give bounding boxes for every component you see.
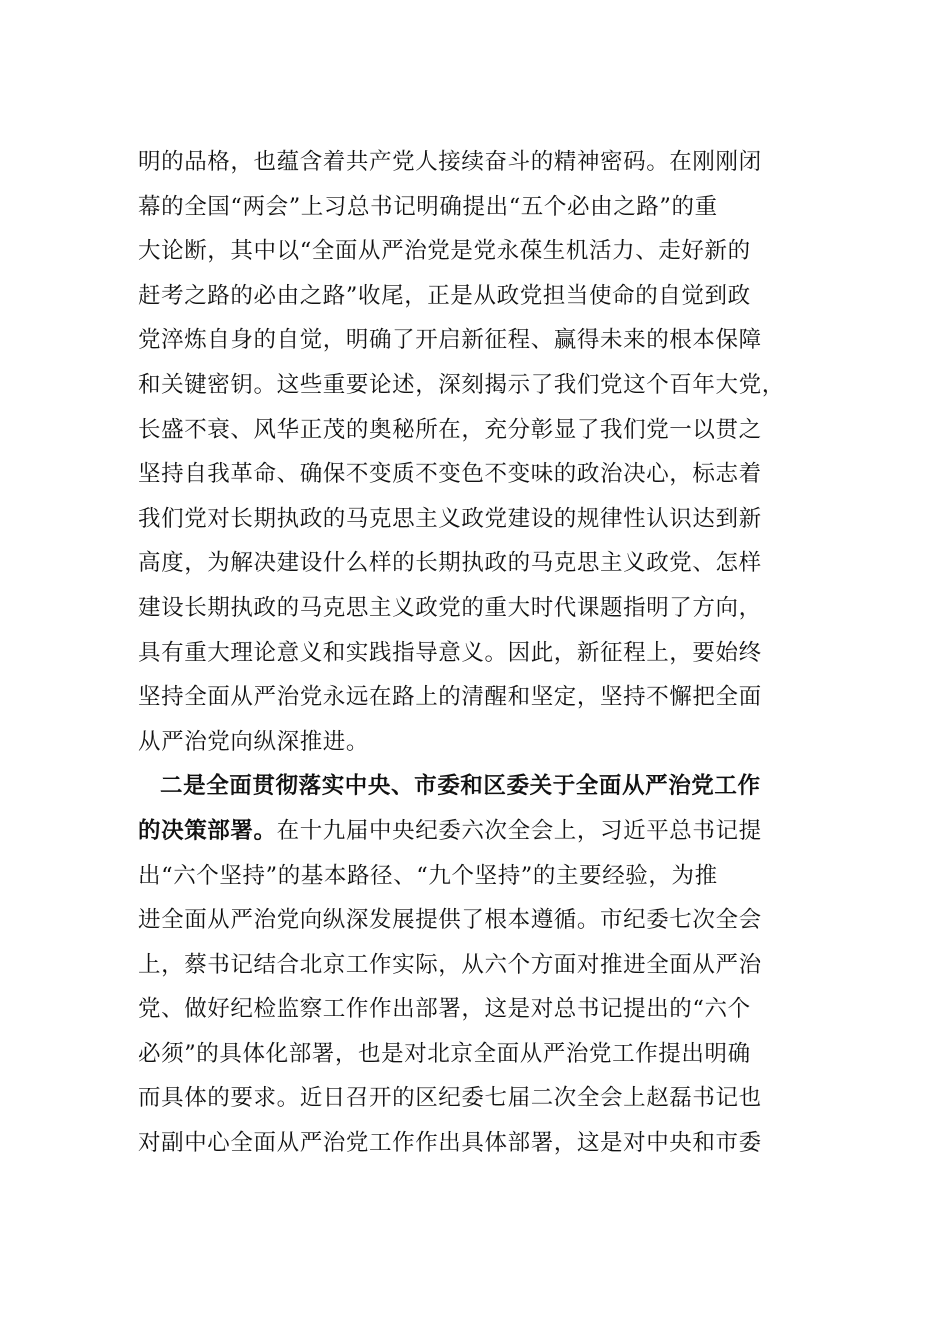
text-line: 长盛不衰、风华正茂的奥秘所在，充分彰显了我们党一以贯之	[138, 416, 762, 443]
text-line: 坚持自我革命、确保不变质不变色不变味的政治决心，标志着	[138, 461, 762, 488]
text-line: 建设长期执政的马克思主义政党的重大时代课题指明了方向，	[138, 594, 762, 621]
text-line: 党淬炼自身的自觉，明确了开启新征程、赢得未来的根本保障	[138, 327, 762, 354]
text-line: 上，蔡书记结合北京工作实际，从六个方面对推进全面从严治	[138, 951, 762, 978]
text-line: 从严治党向纵深推进。	[138, 728, 370, 755]
text-line: 进全面从严治党向纵深发展提供了根本遵循。市纪委七次全会	[138, 907, 762, 934]
text-line: 具有重大理论意义和实践指导意义。因此，新征程上，要始终	[138, 639, 762, 666]
text-line: 和关键密钥。这些重要论述，深刻揭示了我们党这个百年大党，	[138, 371, 785, 398]
section-heading: 二是全面贯彻落实中央、市委和区委关于全面从严治党工作	[160, 773, 761, 800]
text-line: 幕的全国“两会”上习总书记明确提出“五个必由之路”的重	[138, 193, 718, 220]
text-line: 高度，为解决建设什么样的长期执政的马克思主义政党、怎样	[138, 550, 762, 577]
text-line: 明的品格，也蕴含着共产党人接续奋斗的精神密码。在刚刚闭	[138, 149, 762, 175]
body-text	[138, 140, 838, 1166]
text-line: 坚持全面从严治党永远在路上的清醒和坚定，坚持不懈把全面	[138, 684, 762, 711]
text-line: 必须”的具体化部署，也是对北京全面从严治党工作提出明确	[138, 1040, 751, 1067]
text-run: 在十九届中央纪委六次全会上，习近平总书记提	[276, 817, 762, 844]
text-line: 出“六个坚持”的基本路径、“九个坚持”的主要经验，为推	[138, 862, 718, 889]
text-line: 赶考之路的必由之路”收尾，正是从政党担当使命的自觉到政	[138, 282, 751, 309]
text-line: 我们党对长期执政的马克思主义政党建设的规律性认识达到新	[138, 505, 762, 532]
text-line: 大论断，其中以“全面从严治党是党永葆生机活力、走好新的	[138, 238, 751, 265]
text-line: 党、做好纪检监察工作作出部署，这是对总书记提出的“六个	[138, 996, 751, 1023]
text-line: 而具体的要求。近日召开的区纪委七届二次全会上赵磊书记也	[138, 1085, 762, 1112]
section-heading-end: 的决策部署。	[138, 817, 277, 844]
section-heading-continuation	[138, 809, 838, 854]
text-line: 对副中心全面从严治党工作作出具体部署，这是对中央和市委	[138, 1130, 762, 1157]
